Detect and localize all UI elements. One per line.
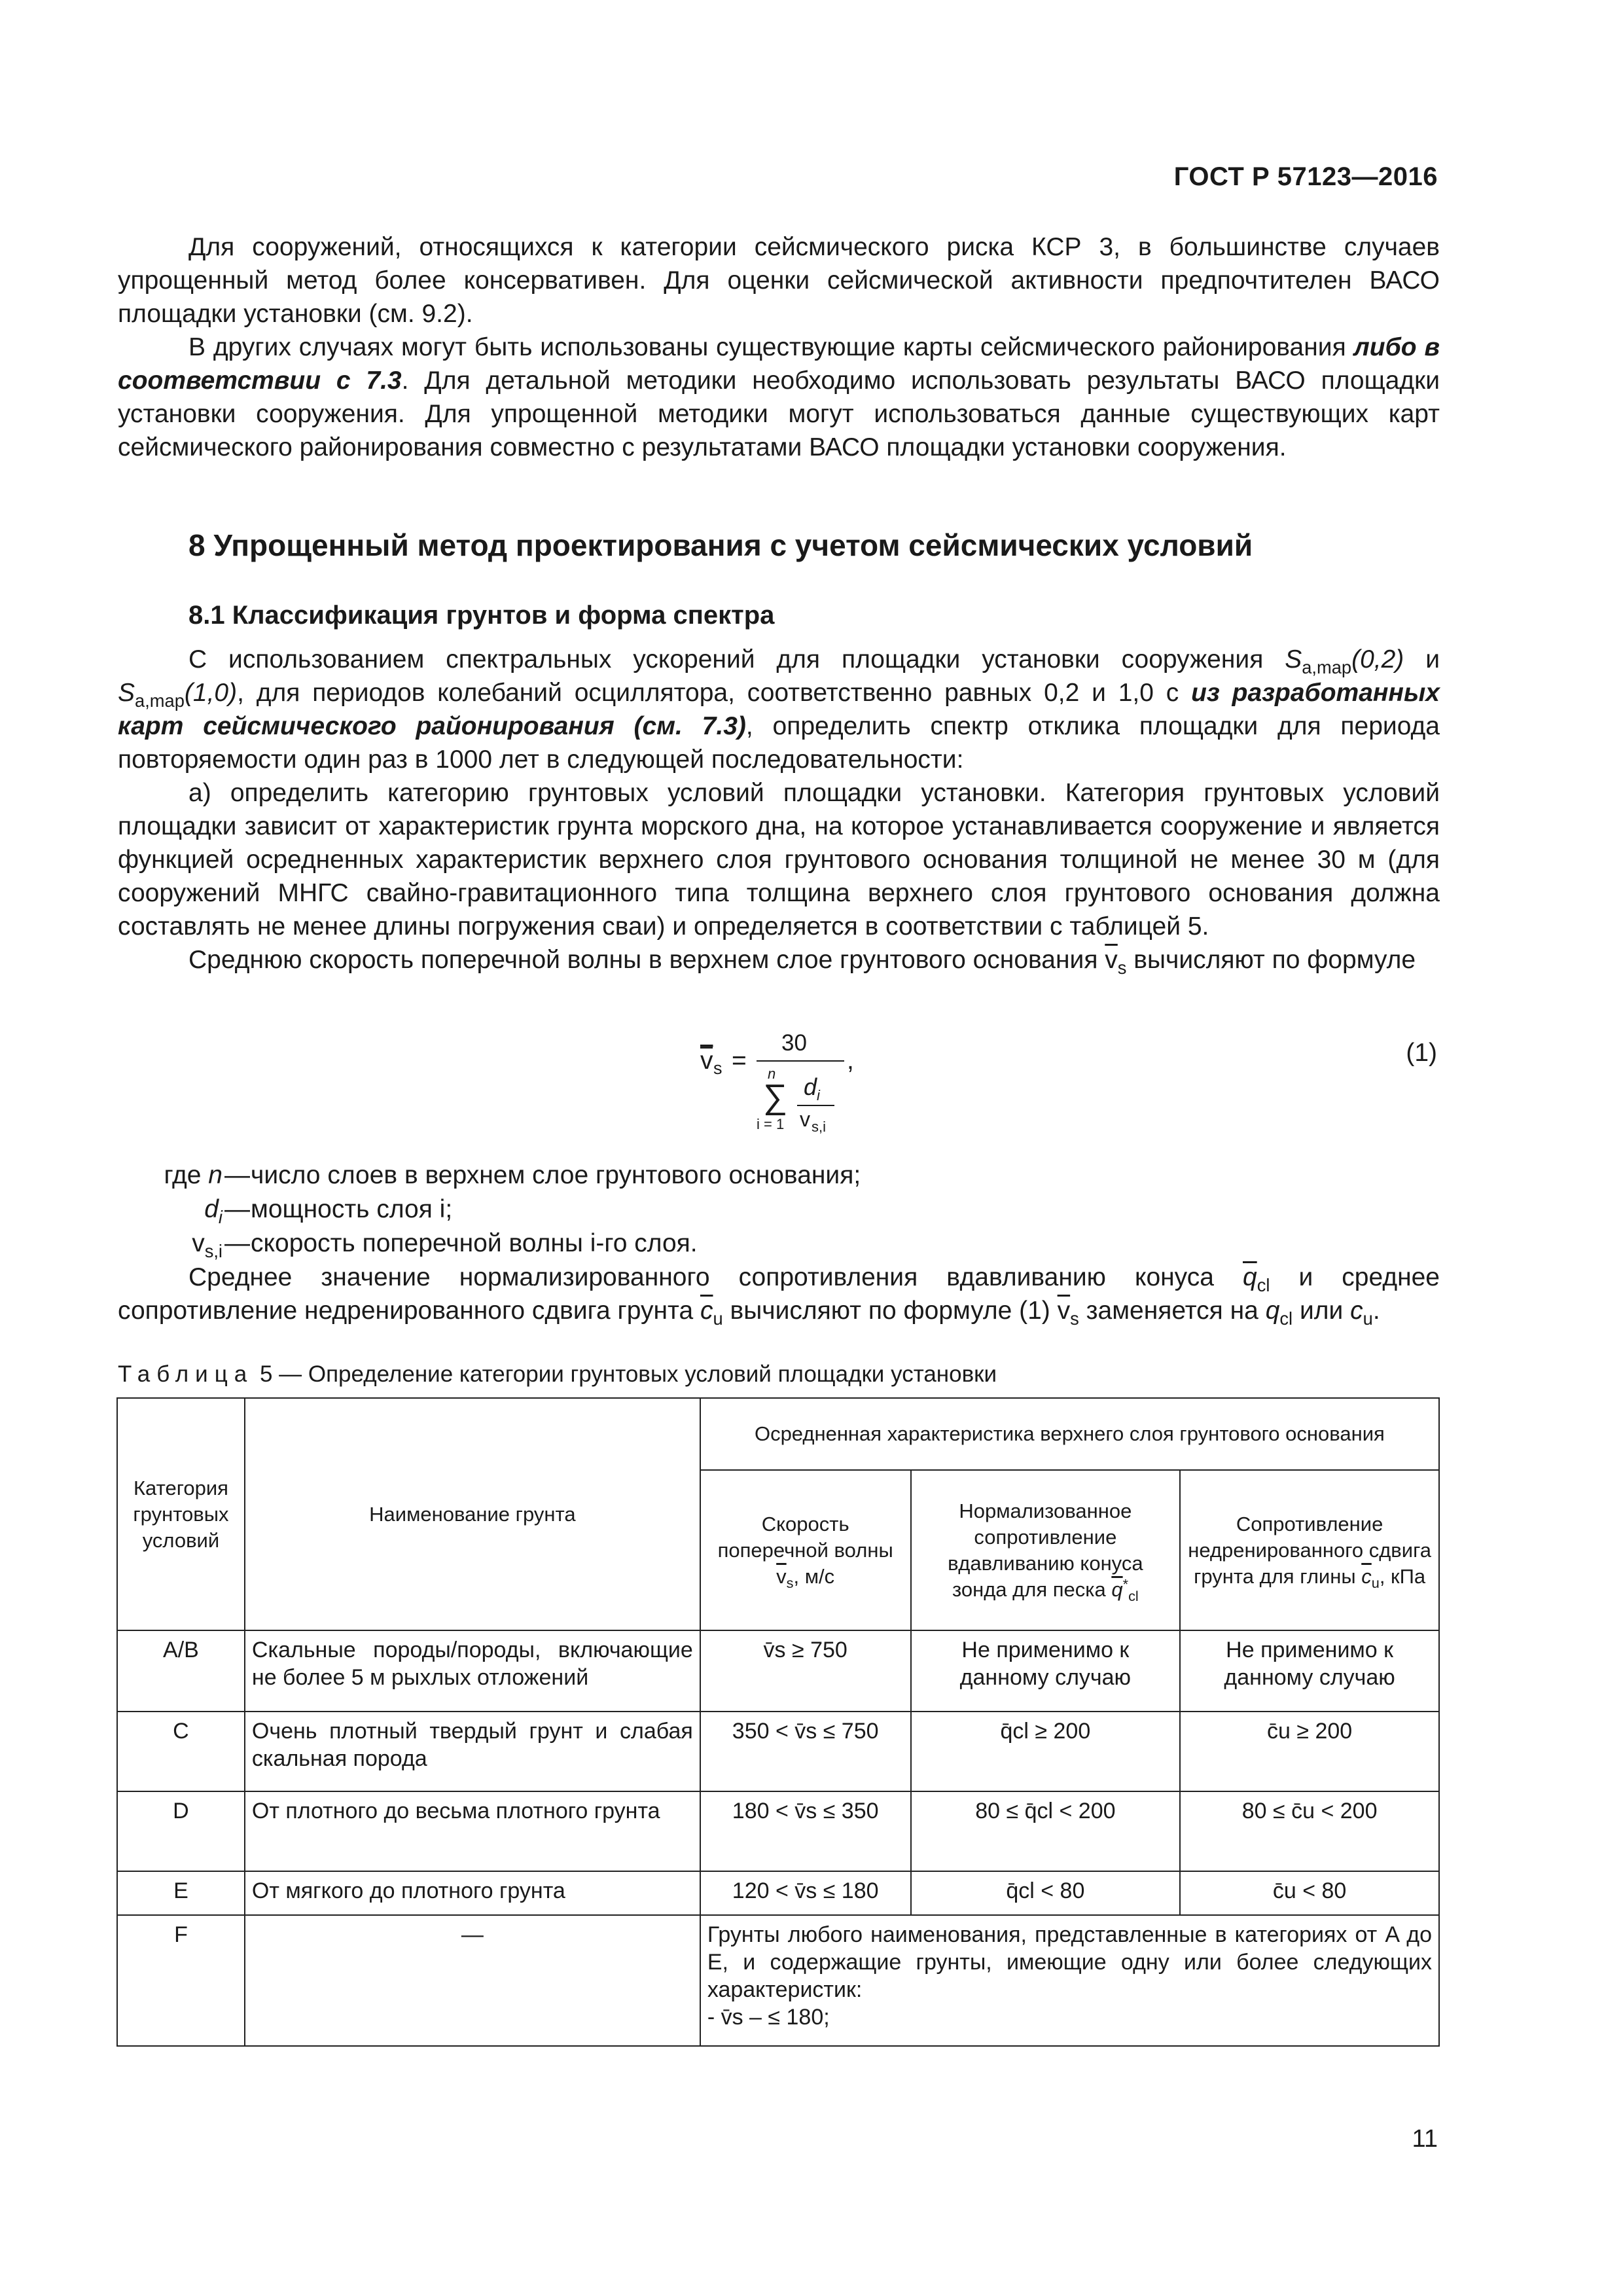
header-shear-wave-speed: Скорость поперечной волны $\overline{v}_s$, м/с: [700, 1470, 911, 1630]
table-row: [117, 1712, 1439, 1791]
header-cone-resistance: Нормализованное сопротивление вдавливанию конуса зонда для песка $\overline{q}^*_{cl}$: [911, 1470, 1181, 1630]
formula-frac-den-sub: s,i: [812, 1119, 826, 1135]
after-formula-text: [118, 1261, 1440, 1327]
cell-cone-resistance: q̄cl < 80: [911, 1871, 1181, 1915]
header-soil-name: Наименование грунта: [245, 1398, 700, 1630]
section-8-1-paragraph-2: а) определить категорию грунтовых условий площадки установки. Категория грунтовых условий площадки зависит от характеристик грунта морского дна, на которое устанавливается сооружение и является функцией осредненных характеристик верхнего слоя грунтового основания толщиной не менее 30 м (для сооружений МНГС свайно-гравитационного типа толщина верхнего слоя грунтового основания должна составлять не менее длины погружения сваи) и определяется в соответствии с таблицей 5.: [118, 779, 1440, 941]
cell-category: F: [117, 1915, 245, 2046]
cell-soil-name: От мягкого до плотного грунта: [245, 1871, 700, 1915]
cell-cone-resistance: 80 ≤ q̄cl < 200: [911, 1791, 1181, 1871]
section-8-title: 8 Упрощенный метод проектирования с учетом сейсмических условий: [188, 528, 1253, 562]
page-number: 11: [1412, 2125, 1438, 2153]
cell-undrained-shear: Не применимо к данному случаю: [1180, 1630, 1439, 1712]
formula-sum-bottom: i = 1: [757, 1116, 785, 1132]
header-averaged-characteristic: Осредненная характеристика верхнего слоя грунтового основания: [700, 1398, 1439, 1470]
formula-comma: ,: [847, 1047, 854, 1075]
formula-lhs-sub: s: [713, 1058, 722, 1078]
formula-numerator: 30: [781, 1031, 807, 1056]
cell-category: E: [117, 1871, 245, 1915]
table-caption: Таблица 5 — Определение категории грунтовых условий площадки установки: [118, 1361, 997, 1387]
after-formula-paragraph: Среднее значение нормализированного сопротивления вдавливанию конуса $\overline{q}_{cl}$ и среднее сопротивление недренированного сдвига грунта $\overline{c}_u$ вычисляют по формуле (1) $\overline{v}_s$ заменяется на $q_{cl}$ или $c_u$.: [118, 1263, 1440, 1329]
cell-soil-name: Скальные породы/породы, включающие не более 5 м рыхлых отложений: [245, 1630, 700, 1712]
formula-equals: =: [732, 1047, 747, 1075]
intro-text: [118, 230, 1440, 464]
table-row: [117, 1791, 1439, 1871]
cell-soil-name: От плотного до весьма плотного грунта: [245, 1791, 700, 1871]
document-page: ГОСТ Р 57123—2016 Для сооружений, относящихся к категории сейсмического риска КСР 3, в большинстве случаев упрощенный метод более консервативен. Для оценки сейсмической активности предпочтителен ВАСО площадки установки (см. 9.2). В других случаях могут быть использованы существующие карты сейсмического районирования либо в соответствии с 7.3. Для детальной методики необходимо использовать результаты ВАСО площадки установки сооружения. Для упрощенной методики могут использоваться данные существующих карт сейсмического районирования совместно с результатами ВАСО площадки установки сооружения. 8 Упрощенный метод проектирования с учетом сейсмических условий 8.1 Классификация грунтов и форма спектра С использованием спектральных ускорений для площадки установки сооружения $S_{a,map}(0,2)$ и $S_{a,map}(1,0)$, для периодов колебаний осциллятора, соответственно равных 0,2 и 1,0 с из разработанных карт сейсмического районирования (см. 7.3), определить спектр отклика площадки для периода повторяемости один раз в 1000 лет в следующей последовательности: а) определить категорию грунтовых условий площадки установки. Категория грунтовых условий площадки зависит от характеристик грунта морского дна, на которое устанавливается сооружение и является функцией осредненных характеристик верхнего слоя грунтового основания толщиной не менее 30 м (для сооружений МНГС свайно-гравитационного типа толщина верхнего слоя грунтового основания должна составлять не менее длины погружения сваи) и определяется в соответствии с таблицей 5. Среднюю скорость поперечной волны в верхнем слое грунтового основания $\overline{v}_s$ вычисляют по формуле v s = 30 n ∑ i = 1 d i v s,i , (1) где n — число слоев в верхнем слое грунтового основания; $d_i$ — мощность слоя i; $v_{s,i}$ — скорость поперечной волны i-го слоя. Среднее значение нормализированного сопротивления вдавливанию конуса $\overline{q}_{cl}$ и среднее сопротивление недренированного сдвига грунта $\overline{c}_u$ вычисляют по формуле (1) $\overline{v}_s$ заменяется на $q_{cl}$ или $c_u$. Таблица 5 — Определение категории грунтовых условий площадки установки Категория грунтовых условий Наименование грунта Осредненная характеристика верхнего слоя грунтового основания Скорость поперечной волны $\overline{v}_s$, м/с Нормализованное сопротивление вдавливанию конуса зонда для песка $\overline{q}^*_{cl}$ Сопротивление недренированного сдвига грунта для глины $\overline{c}_u$, кПа A/B Скальные породы/породы, включающие не более 5 м рыхлых отложений v̄s ≥ 750 Не применимо к данному случаю Не применимо к данному случаю C Очень плотный твердый грунт и слабая скальная порода 350 < v̄s ≤ 750 q̄cl ≥ 200 c̄u ≥ 200 D От плотного до весьма плотного грунта 180 < v̄s ≤ 350 80 ≤ q̄cl < 200 80 ≤ c̄u < 200 E От мягкого до плотного грунта 120 < v̄s ≤ 180 q̄cl < 80 c̄u < 80 F — Грунты любого наименования, представленные в категориях от A до E, и содержащие грунты, имеющие одну или более следующих характеристик: - v̄s – ≤ 180; 11: [118, 162, 1440, 2153]
cell-category: C: [117, 1712, 245, 1791]
cell-soil-name: Очень плотный твердый грунт и слабая скальная порода: [245, 1712, 700, 1791]
cell-undrained-shear: 80 ≤ c̄u < 200: [1180, 1791, 1439, 1871]
formula-frac-num: d: [804, 1073, 817, 1100]
formula-frac-num-sub: i: [817, 1087, 820, 1103]
intro-paragraph-2: В других случаях могут быть использованы существующие карты сейсмического районирования либо в соответствии с 7.3. Для детальной методики необходимо использовать результаты ВАСО площадки установки сооружения. Для упрощенной методики могут использоваться данные существующих карт сейсмического районирования совместно с результатами ВАСО площадки установки сооружения.: [118, 333, 1440, 461]
formula-sum-top: n: [768, 1066, 776, 1082]
formula-1: [700, 1031, 857, 1139]
cell-category: D: [117, 1791, 245, 1871]
formula-frac-den: v: [800, 1107, 810, 1131]
document-code: ГОСТ Р 57123—2016: [1173, 162, 1438, 191]
formula-lhs: v: [700, 1047, 713, 1075]
cell-undrained-shear: c̄u < 80: [1180, 1871, 1439, 1915]
formula-number: (1): [1406, 1039, 1437, 1067]
cell-undrained-shear: c̄u ≥ 200: [1180, 1712, 1439, 1791]
table-row: [117, 1630, 1439, 1712]
section-8-1-paragraph-3: Среднюю скорость поперечной волны в верхнем слое грунтового основания $\overline{v}_s$ вычисляют по формуле: [188, 946, 1416, 978]
table-row: [117, 1871, 1439, 1915]
cell-soil-name: —: [245, 1915, 700, 2046]
cell-shear-speed: 120 < v̄s ≤ 180: [700, 1871, 911, 1915]
table-header-row-1: [117, 1398, 1439, 1470]
cell-shear-speed: 350 < v̄s ≤ 750: [700, 1712, 911, 1791]
section-8-1-text: [118, 643, 1440, 977]
table-row-f: [117, 1915, 1439, 2046]
cell-category-f-description: Грунты любого наименования, представленные в категориях от A до E, и содержащие грунты, имеющие одну или более следующих характеристик: - v̄s – ≤ 180;: [700, 1915, 1439, 2046]
header-undrained-shear: Сопротивление недренированного сдвига грунта для глины $\overline{c}_u$, кПа: [1180, 1470, 1439, 1630]
summation-symbol: ∑: [763, 1078, 788, 1116]
soil-category-table: [116, 1397, 1440, 2047]
intro-paragraph-1: Для сооружений, относящихся к категории сейсмического риска КСР 3, в большинстве случаев упрощенный метод более консервативен. Для оценки сейсмической активности предпочтителен ВАСО площадки установки (см. 9.2).: [118, 233, 1440, 328]
section-8-1-paragraph-1: С использованием спектральных ускорений для площадки установки сооружения $S_{a,map}(0,2)$ и $S_{a,map}(1,0)$, для периодов колебаний осциллятора, соответственно равных 0,2 и 1,0 с из разработанных карт сейсмического районирования (см. 7.3), определить спектр отклика площадки для периода повторяемости один раз в 1000 лет в следующей последовательности:: [118, 645, 1440, 774]
header-category: Категория грунтовых условий: [117, 1398, 245, 1630]
section-8-1-title: 8.1 Классификация грунтов и форма спектра: [188, 601, 775, 630]
cell-shear-speed: v̄s ≥ 750: [700, 1630, 911, 1712]
cell-cone-resistance: q̄cl ≥ 200: [911, 1712, 1181, 1791]
cell-shear-speed: 180 < v̄s ≤ 350: [700, 1791, 911, 1871]
cell-category: A/B: [117, 1630, 245, 1712]
cell-cone-resistance: Не применимо к данному случаю: [911, 1630, 1181, 1712]
